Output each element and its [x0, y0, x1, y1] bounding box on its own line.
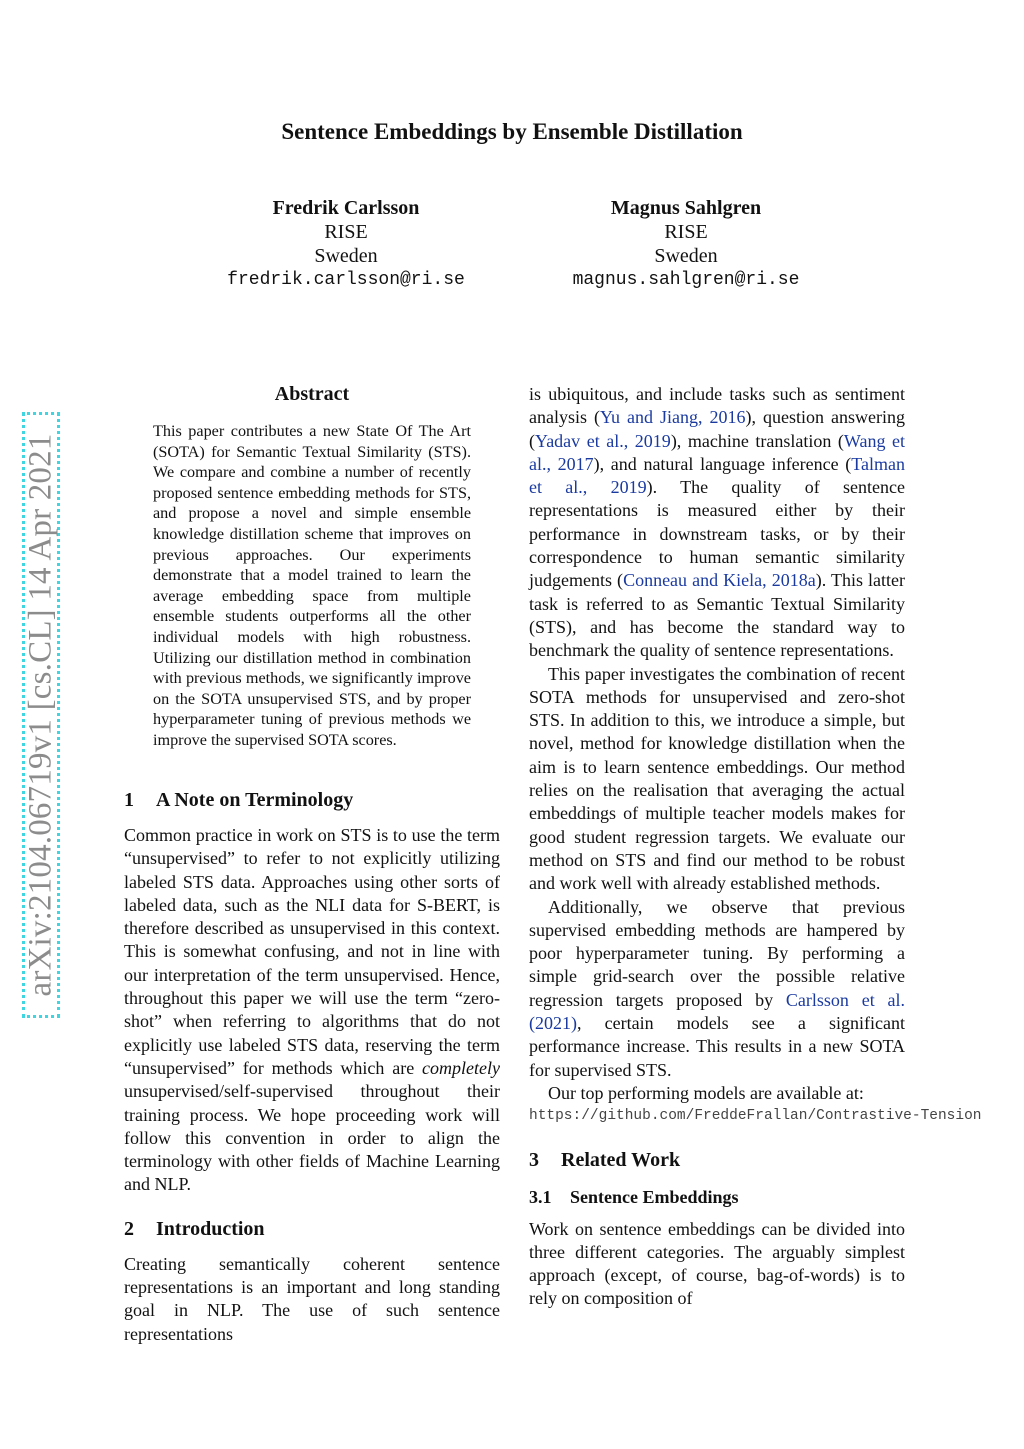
author-affiliation: RISE: [324, 221, 368, 243]
author-email[interactable]: magnus.sahlgren@ri.se: [572, 270, 800, 290]
paragraph: is ubiquitous, and include tasks such as sentiment analysis (Yu and Jiang, 2016), question answering (Yadav et al., 2019), machine translation (Wang et al., 2017), and natural language inference (Talman et al., 2019). The quality of sentence representations is measured either by their performance in downstream tasks, or by their correspondence to human semantic similarity judgements (Conneau and Kiela, 2018a). This latter task is referred to as Semantic Textual Similarity (STS), and has become the standard way to benchmark the quality of sentence representations.: [529, 384, 905, 661]
paragraph: Common practice in work on STS is to use the term “unsupervised” to refer to not explicitly utilizing labeled STS data. Approaches using other sorts of labeled data, such as the NLI data for S-BERT, is therefore described as unsupervised in this context. This is somewhat confusing, and not in line with our interpretation of the term unsupervised. Hence, throughout this paper we will use the term “zero-shot” when referring to algorithms that do not explicitly use labeled STS data, reserving the term “unsupervised” for methods which are completely unsupervised/self-supervised throughout their training process. We hope proceeding work will follow this convention in order to align the terminology with other fields of Machine Learning and NLP.: [124, 825, 500, 1195]
author-name: Fredrik Carlsson: [272, 197, 420, 219]
author-affiliation: RISE: [664, 221, 708, 243]
paper-title: Sentence Embeddings by Ensemble Distillation: [281, 119, 743, 144]
citation-link[interactable]: Talman et al., 2019: [529, 453, 905, 498]
subsection-heading: 3.1 Sentence Embeddings: [529, 1186, 739, 1207]
citation-link[interactable]: Carlsson et al. (2021): [529, 989, 906, 1034]
paragraph: Our top performing models are available at:: [548, 1082, 864, 1103]
citation-link[interactable]: Yadav et al., 2019: [535, 430, 671, 451]
citation-link[interactable]: Yu and Jiang, 2016: [600, 407, 746, 428]
section-heading: 1 A Note on Terminology: [124, 789, 354, 811]
paragraph: This paper investigates the combination of recent SOTA methods for unsupervised and zero-shot STS. In addition to this, we introduce a simple, but novel, method for knowledge distillation when the aim is to learn sentence embeddings. Our method relies on the realisation that averaging the actual embeddings of multiple teacher models makes for good student regression targets. We evaluate our method on STS and find our method to be robust and work well with already established methods.: [529, 663, 905, 894]
citation-link[interactable]: Conneau and Kiela, 2018a: [623, 570, 816, 591]
left-column: [124, 787, 500, 1346]
author-country: Sweden: [654, 245, 718, 267]
author-block: [176, 196, 516, 292]
section-heading: 2 Introduction: [124, 1217, 265, 1240]
github-url-link[interactable]: https://github.com/FreddeFrallan/Contrastive-Tension: [529, 1108, 982, 1125]
author-block: [516, 196, 856, 292]
author-name: Magnus Sahlgren: [610, 197, 762, 219]
arxiv-stamp[interactable]: [22, 412, 60, 1018]
arxiv-stamp-text: arXiv:2104.06719v1 [cs.CL] 14 Apr 2021: [22, 433, 59, 997]
paragraph: Work on sentence embeddings can be divided into three different categories. The arguably simplest approach (except, of course, bag-of-words) is to rely on composition of: [529, 1218, 905, 1309]
abstract-heading: Abstract: [274, 383, 350, 405]
abstract-body: This paper contributes a new State Of The Art (SOTA) for Semantic Textual Similarity (STS). We compare and combine a number of recently proposed sentence embedding methods for STS, and propose a novel and simple ensemble knowledge distillation scheme that improves on previous approaches. Our experiments demonstrate that a model trained to learn the average embedding space from multiple ensemble students outperforms all the other individual models with high robustness. Utilizing our distillation method in combination with previous methods, we significantly improve on the SOTA unsupervised STS, and by proper hyperparameter tuning of previous methods we improve the supervised SOTA scores.: [153, 422, 471, 749]
citation-link[interactable]: Wang et al., 2017: [529, 430, 905, 474]
paragraph: Creating semantically coherent sentence representations is an important and long standing goal in NLP. The use of such sentence representations: [124, 1253, 500, 1344]
paragraph: Additionally, we observe that previous supervised embedding methods are hampered by poor hyperparameter tuning. By performing a simple grid-search over the possible relative regression targets proposed by Carlsson et al. (2021), certain models see a significant performance increase. This results in a new SOTA for supervised STS.: [529, 896, 906, 1080]
section-heading: 3 Related Work: [529, 1148, 681, 1171]
author-email[interactable]: fredrik.carlsson@ri.se: [227, 270, 465, 290]
author-country: Sweden: [314, 245, 378, 267]
right-column: [529, 383, 982, 1311]
emphasis: completely: [422, 1057, 500, 1078]
